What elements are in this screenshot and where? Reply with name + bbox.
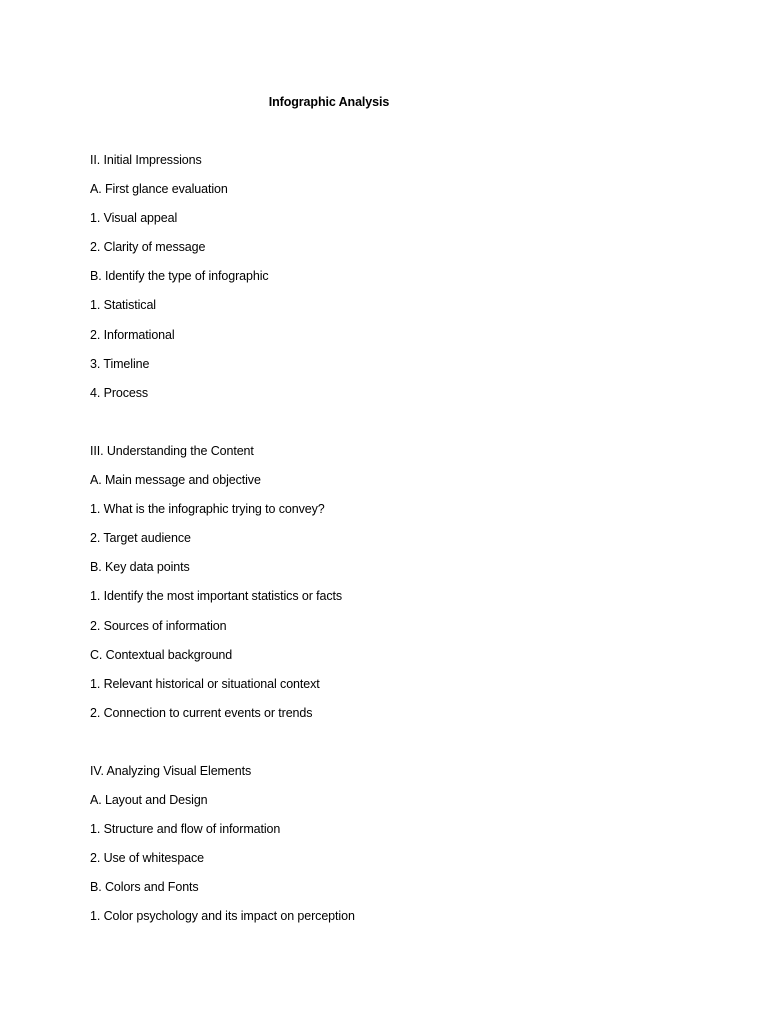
section-initial-impressions [90,151,269,413]
section-heading: III. Understanding the Content [90,444,254,458]
outline-item: A. Main message and objective [90,473,261,488]
outline-item: B. Identify the type of infographic [90,269,269,284]
outline-item: 1. What is the infographic trying to convey? [90,502,325,517]
outline-item: 3. Timeline [90,356,150,371]
outline-item: 2. Clarity of message [90,240,206,255]
section-analyzing-visual-elements [90,762,355,937]
outline-item: B. Colors and Fonts [90,880,199,895]
outline-item: 1. Color psychology and its impact on perception [90,909,355,924]
outline-item: 2. Sources of information [90,618,227,633]
section-heading: II. Initial Impressions [90,153,202,167]
outline-item: C. Contextual background [90,647,233,662]
section-heading: IV. Analyzing Visual Elements [90,764,252,778]
section-understanding-content [90,442,342,733]
outline-item: 1. Identify the most important statistics or facts [90,589,343,604]
outline-item: 2. Target audience [90,531,191,546]
document-title: Infographic Analysis [268,95,390,109]
outline-item: 4. Process [90,385,149,400]
outline-item: A. Layout and Design [90,793,208,808]
outline-item: 1. Structure and flow of information [90,822,281,837]
outline-item: 1. Visual appeal [90,211,178,226]
outline-item: 2. Informational [90,327,175,342]
outline-item: A. First glance evaluation [90,182,228,197]
outline-item: B. Key data points [90,560,190,575]
outline-item: 1. Relevant historical or situational context [90,676,320,691]
outline-item: 2. Connection to current events or trends [90,705,313,720]
outline-item: 2. Use of whitespace [90,851,205,866]
outline-item: 1. Statistical [90,298,156,313]
